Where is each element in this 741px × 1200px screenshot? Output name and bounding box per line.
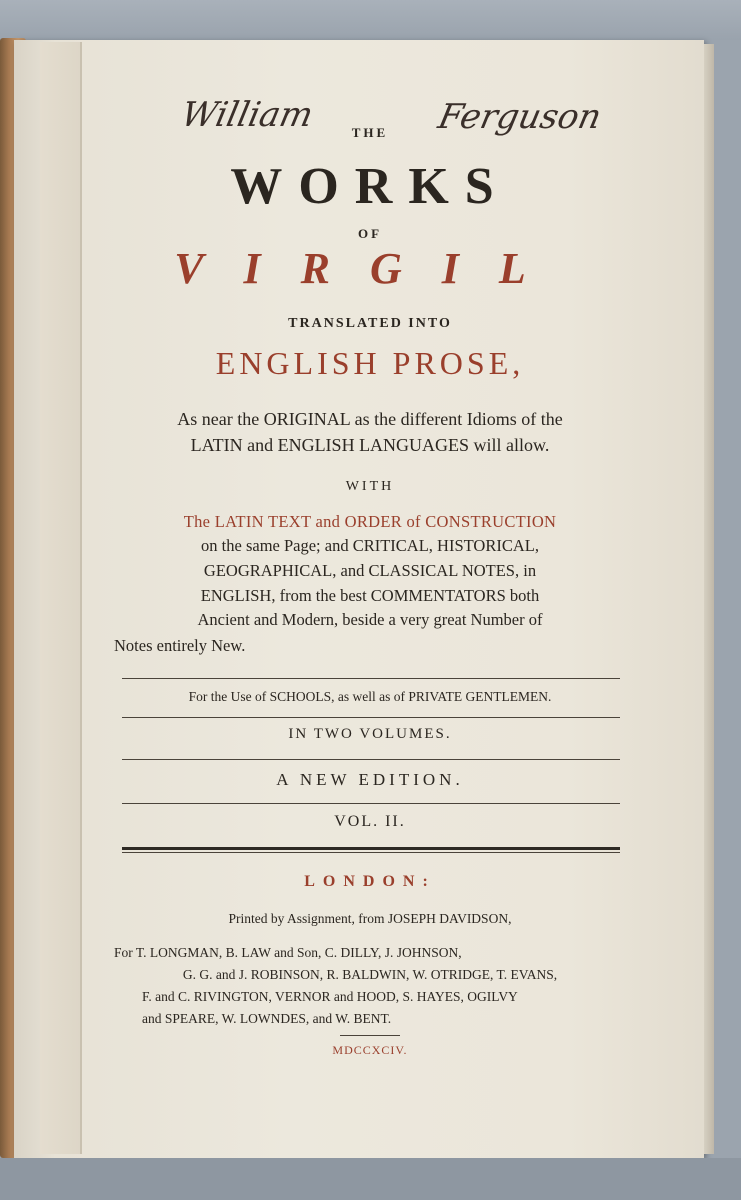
description-line-5: Ancient and Modern, beside a very great Number of xyxy=(197,610,543,629)
double-rule xyxy=(122,847,620,850)
imprint-publishers-4: and SPEARE, W. LOWNDES, and W. BENT. xyxy=(142,1011,392,1026)
imprint-publishers-1: For T. LONGMAN, B. LAW and Son, C. DILLY, J. JOHNSON, xyxy=(114,945,462,960)
background-top xyxy=(0,0,741,40)
title-language: ENGLISH PROSE, xyxy=(215,345,525,381)
signature-first-name: William xyxy=(177,95,317,135)
imprint-city: LONDON: xyxy=(304,873,436,890)
divider-rule xyxy=(122,717,620,718)
description-line-6: Notes entirely New. xyxy=(114,636,246,655)
subtitle-line-1: As near the ORIGINAL as the different Idioms of the xyxy=(177,409,563,429)
volume-line: VOL. II. xyxy=(334,813,406,830)
imprint-year: MDCCXCIV. xyxy=(332,1043,408,1057)
title-translated: TRANSLATED INTO xyxy=(288,316,452,331)
page-stack-edge xyxy=(704,44,714,1154)
background-bottom xyxy=(0,1158,741,1200)
title-of: OF xyxy=(357,226,383,241)
description-line-2: on the same Page; and CRITICAL, HISTORICAL, xyxy=(201,536,539,555)
divider-rule xyxy=(122,759,620,760)
imprint-publishers-2: G. G. and J. ROBINSON, R. BALDWIN, W. OTRIDGE, T. EVANS, xyxy=(182,967,558,982)
subtitle-line-2: LATIN and ENGLISH LANGUAGES will allow. xyxy=(190,435,550,455)
title-works: WORKS xyxy=(230,158,510,215)
title-the: THE xyxy=(351,125,389,140)
with-heading: WITH xyxy=(345,479,395,494)
imprint-printed: Printed by Assignment, from JOSEPH DAVIDSON, xyxy=(228,911,512,926)
imprint-publishers-3: F. and C. RIVINGTON, VERNOR and HOOD, S. HAYES, OGILVY xyxy=(142,989,518,1004)
description-line-3: GEOGRAPHICAL, and CLASSICAL NOTES, in xyxy=(203,561,537,580)
edition-line: A NEW EDITION. xyxy=(276,770,464,789)
divider-rule xyxy=(122,803,620,804)
torn-page-edge xyxy=(40,42,82,1154)
title-author: VIRGIL xyxy=(174,244,566,293)
description-line-4: ENGLISH, from the best COMMENTATORS both xyxy=(200,586,540,605)
short-rule xyxy=(340,1035,400,1036)
volumes-line: IN TWO VOLUMES. xyxy=(288,726,452,742)
double-rule xyxy=(122,852,620,853)
signature-last-name: Ferguson xyxy=(434,97,605,137)
purpose-line: For the Use of SCHOOLS, as well as of PRIVATE GENTLEMEN. xyxy=(188,689,552,704)
divider-rule xyxy=(122,678,620,679)
description-line-1: The LATIN TEXT and ORDER of CONSTRUCTION xyxy=(183,512,557,531)
